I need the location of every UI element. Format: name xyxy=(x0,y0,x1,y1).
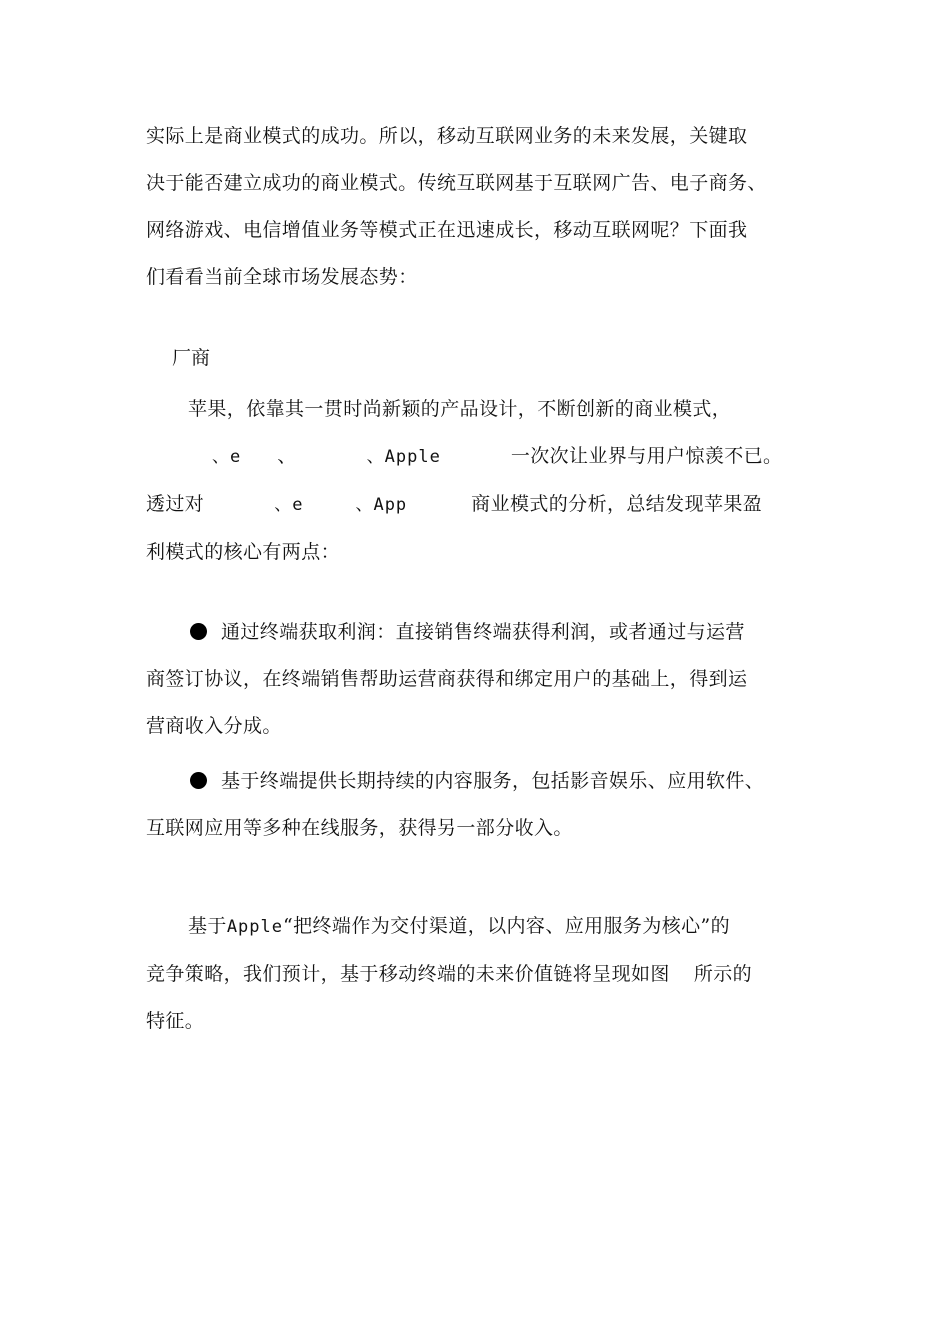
text-fragment: 基于终端提供长期持续的内容服务，包括影音娱乐、应用软件、 xyxy=(221,770,765,792)
text-line xyxy=(146,951,810,998)
text-line: 苹果，依靠其一贯时尚新颖的产品设计，不断创新的商业模式， xyxy=(188,398,732,420)
bullet-item xyxy=(146,609,810,750)
text-fragment: 商业模式的分析，总结发现苹果盈 xyxy=(471,493,763,515)
section-heading: 厂商 xyxy=(172,347,211,369)
text-fragment: Apple xyxy=(226,917,283,937)
text-line: 实际上是商业模式的成功。所以，移动互联网业务的未来发展，关键取 xyxy=(146,125,748,147)
text-line: 商签订协议，在终端销售帮助运营商获得和绑定用户的基础上，得到运 xyxy=(146,668,748,690)
text-line: 网络游戏、电信增值业务等模式正在迅速成长，移动互联网呢？下面我 xyxy=(146,219,748,241)
text-line: 决于能否建立成功的商业模式。传统互联网基于互联网广告、电子商务、 xyxy=(146,172,767,194)
text-fragment: 所示的 xyxy=(693,963,753,985)
bullet-item xyxy=(146,758,810,852)
text-line: 互联网应用等多种在线服务，获得另一部分收入。 xyxy=(146,817,573,839)
text-fragment: 、 xyxy=(277,445,297,467)
text-fragment: 透过对 xyxy=(146,493,205,515)
bullet-dot-icon xyxy=(190,772,207,789)
paragraph-apple xyxy=(146,386,810,576)
text-line xyxy=(146,481,810,529)
text-line: 利模式的核心有两点： xyxy=(146,541,341,563)
bullet-dot-icon xyxy=(190,623,207,640)
text-fragment: 基于 xyxy=(188,915,227,937)
text-line: 特征。 xyxy=(146,1010,205,1032)
text-line: 们看看当前全球市场发展态势： xyxy=(146,266,418,288)
text-fragment: “把终端作为交付渠道，以内容、应用服务为核心”的 xyxy=(283,915,731,937)
text-line xyxy=(146,609,810,656)
text-fragment: 、e xyxy=(212,447,242,467)
text-fragment: 、e xyxy=(274,495,304,515)
text-line xyxy=(146,903,810,951)
text-line xyxy=(146,433,810,481)
paragraph-strategy xyxy=(146,903,810,1045)
text-line: 营商收入分成。 xyxy=(146,715,282,737)
text-line xyxy=(146,758,810,805)
paragraph-intro xyxy=(146,113,810,301)
text-fragment: 一次次让业界与用户惊羡不已。 xyxy=(510,445,783,467)
text-fragment: 通过终端获取利润：直接销售终端获得利润，或者通过与运营 xyxy=(221,621,745,643)
text-fragment: 竞争策略，我们预计，基于移动终端的未来价值链将呈现如图 xyxy=(146,963,670,985)
text-fragment: 、Apple xyxy=(366,447,441,467)
text-fragment: 、App xyxy=(355,495,408,515)
